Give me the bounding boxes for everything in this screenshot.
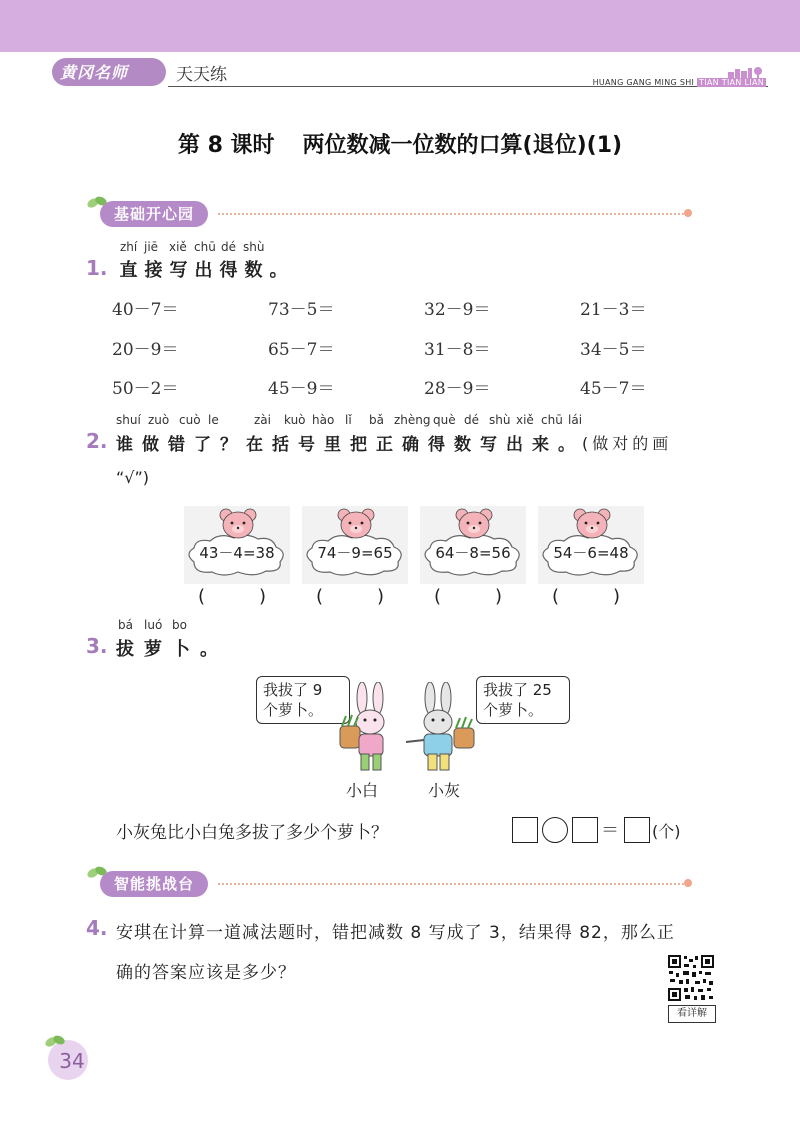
bear-icon <box>334 508 378 542</box>
q2-number: 2. <box>86 429 108 453</box>
problem-card <box>184 506 290 584</box>
pinyin: hào <box>312 413 335 427</box>
q2-text-tail: (做对的画 <box>582 434 673 453</box>
pinyin: què <box>433 413 456 427</box>
char: 出 <box>194 260 213 281</box>
problem-card <box>420 506 526 584</box>
brand-pinyin <box>593 78 766 87</box>
equation: 34－5＝ <box>580 340 647 360</box>
problem-card <box>538 506 644 584</box>
equation: 20－9＝ <box>112 340 179 360</box>
pinyin: zuò <box>148 413 170 427</box>
q3-pinyin <box>116 618 216 632</box>
q4-line2: 确的答案应该是多少？ <box>116 963 296 983</box>
lesson-number: 第 8 课时 <box>177 133 275 158</box>
bear-icon <box>216 508 260 542</box>
pinyin: zhí <box>120 240 138 254</box>
equation: 73－5＝ <box>268 300 335 320</box>
bubble-line: 个萝卜。 <box>263 701 324 719</box>
equation: 40－7＝ <box>112 300 179 320</box>
pinyin: shuí <box>116 413 141 427</box>
pinyin: chū <box>194 240 216 254</box>
dot-end <box>684 209 692 217</box>
answer-box[interactable] <box>572 817 598 843</box>
rabbit-left-name: 小白 <box>346 781 379 800</box>
q4-number: 4. <box>86 916 108 940</box>
pinyin: dé <box>221 240 236 254</box>
brand-name: 黄冈名师 <box>60 63 129 82</box>
q2-pinyin <box>116 413 606 427</box>
problem-card <box>302 506 408 584</box>
rabbit-white-icon <box>334 682 404 778</box>
q1-pinyin <box>118 240 278 254</box>
q3-question: 小灰兔比小白兔多拔了多少个萝卜？ <box>116 823 388 843</box>
answer-blank[interactable]: ( ) <box>198 586 267 607</box>
answer-box[interactable] <box>512 817 538 843</box>
pinyin: lái <box>568 413 583 427</box>
page-number: 34 <box>59 1049 85 1073</box>
equation: 31－8＝ <box>424 340 491 360</box>
char: 数 <box>244 260 263 281</box>
pinyin: bo <box>172 618 187 632</box>
char: 写 <box>169 260 188 281</box>
rabbit-right-name: 小灰 <box>428 781 461 800</box>
q1-number: 1. <box>86 256 108 280</box>
unit-label: (个) <box>652 822 681 841</box>
dotted-rule <box>218 213 688 215</box>
pinyin: shù <box>489 413 511 427</box>
section-challenge-label: 智能挑战台 <box>100 871 208 897</box>
pinyin: cuò <box>179 413 201 427</box>
q1-text <box>116 256 291 282</box>
equation: 65－7＝ <box>268 340 335 360</box>
pinyin: dé <box>464 413 479 427</box>
q2-text-line2: “√”) <box>116 468 150 487</box>
qr-label[interactable]: 看详解 <box>668 1005 716 1023</box>
brand-pinyin-main: HUANG GANG MING SHI <box>592 78 695 87</box>
page-title <box>0 128 800 159</box>
equation: 32－9＝ <box>424 300 491 320</box>
card-equation: 43－4=38 <box>199 544 275 562</box>
top-color-band <box>0 0 800 52</box>
equals-sign: ＝ <box>601 820 619 841</box>
answer-blank[interactable]: ( ) <box>316 586 385 607</box>
char: 直 <box>119 260 138 281</box>
q3-number: 3. <box>86 634 108 658</box>
equation: 28－9＝ <box>424 379 491 399</box>
pinyin: bǎ <box>369 413 384 427</box>
section-basic-label: 基础开心园 <box>100 201 208 227</box>
card-equation: 74－9=65 <box>317 544 393 562</box>
rabbit-grey-icon <box>402 682 482 778</box>
bubble-line: 我拔了 9 <box>263 681 323 699</box>
equation: 21－3＝ <box>580 300 647 320</box>
pinyin: luó <box>144 618 163 632</box>
pinyin: jiē <box>144 240 159 254</box>
dotted-rule <box>218 883 688 885</box>
pinyin: zài <box>254 413 271 427</box>
q3-text: 拔萝卜。 <box>116 639 228 660</box>
pinyin: xiě <box>169 240 187 254</box>
char: 得 <box>219 260 238 281</box>
pinyin: xiě <box>516 413 534 427</box>
bear-icon <box>570 508 614 542</box>
char: 接 <box>144 260 163 281</box>
dot-end <box>684 879 692 887</box>
answer-blank[interactable]: ( ) <box>434 586 503 607</box>
card-equation: 64－8=56 <box>435 544 511 562</box>
char: 。 <box>269 260 288 281</box>
equation: 45－9＝ <box>268 379 335 399</box>
bear-icon <box>452 508 496 542</box>
answer-blank[interactable]: ( ) <box>552 586 621 607</box>
skyline-icon <box>726 66 766 78</box>
answer-box[interactable] <box>624 817 650 843</box>
pinyin: lǐ <box>345 413 352 427</box>
speech-bubble-right <box>476 676 570 724</box>
qr-code-icon[interactable] <box>667 954 715 1002</box>
series-name: 天天练 <box>176 65 227 85</box>
brand-pinyin-tag: TIAN TIAN LIAN <box>699 78 764 87</box>
operator-circle[interactable] <box>542 817 568 843</box>
equation: 45－7＝ <box>580 379 647 399</box>
lesson-topic: 两位数减一位数的口算(退位)(1) <box>302 133 623 158</box>
equation: 50－2＝ <box>112 379 179 399</box>
q2-text: 谁做错了？在括号里把正确得数写出来。 <box>116 435 584 455</box>
pinyin: bá <box>118 618 133 632</box>
pinyin: shù <box>243 240 265 254</box>
q4-line1: 安琪在计算一道减法题时，错把减数 8 写成了 3，结果得 82，那么正 <box>116 923 675 943</box>
pinyin: chū <box>541 413 563 427</box>
pinyin: zhèng <box>394 413 431 427</box>
pinyin: le <box>208 413 219 427</box>
bubble-line: 个萝卜。 <box>483 701 544 719</box>
pinyin: kuò <box>284 413 306 427</box>
bubble-line: 我拔了 25 <box>483 681 552 699</box>
leaf-icon <box>44 1034 66 1050</box>
card-equation: 54－6=48 <box>553 544 629 562</box>
